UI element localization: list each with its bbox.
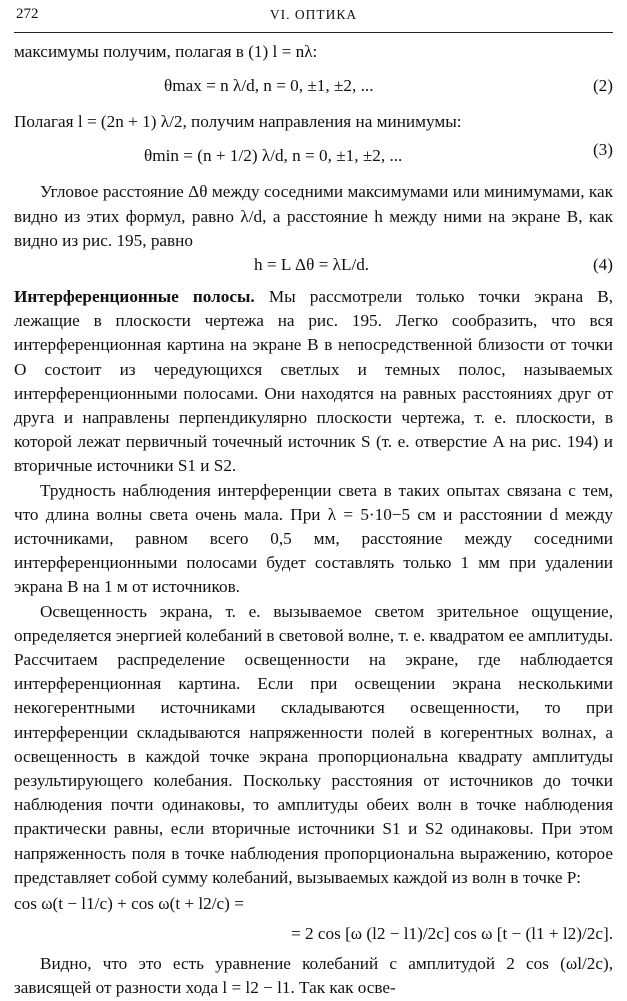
equation-3 — [14, 134, 613, 180]
equation-3-body: θmin = (n + 1/2) λ/d, n = 0, ±1, ±2, ... — [144, 146, 403, 166]
paragraph-interference-fringes — [14, 285, 613, 479]
equation-2 — [14, 64, 613, 110]
paragraph-fringes-text: Мы рассмотрели только точки экрана B, лежащие в плоскости чертежа на рис. 195. Легко сообразить, что вся интерференционная картина на экране B в непосредственной близости от точки O состоит из чередующихся светлых и темных полос, называемых интерференционными полосами. Они находятся на равных расстояниях друг от друга и направлены перпендикулярно плоскости чертежа, т. е. плоскости, в которой лежат первичный точечный источник S (т. е. отверстие A на рис. 194) и вторичные источники S1 и S2. — [14, 287, 614, 476]
equation-4-body: h = L Δθ = λL/d. — [254, 255, 370, 275]
equation-5 — [14, 890, 613, 948]
paragraph-angular-distance: Угловое расстояние Δθ между соседними максимумами или минимумами, как видно из этих формул, равно λ/d, а расстояние h между ними на экране B, как видно из рис. 195, равно — [14, 182, 613, 250]
equation-2-number: (2) — [592, 76, 613, 96]
equation-5-line-1: cos ω(t − l1/c) + cos ω(t + l2/c) = — [14, 894, 244, 914]
paragraph-illumination: Освещенность экрана, т. е. вызываемое светом зрительное ощущение, определяется энергией колебаний в световой волне, т. е. квадратом ее амплитуды. Рассчитаем распределение освещенности на экране, где наблюдается интерференционная картина. Если при освещении экрана несколькими некогерентными источниками складываются освещенности, то при интерференции складываются напряженности полей в когерентных волнах, а освещенность в каждой точке экрана пропорциональна квадрату амплитуды результирующего колебания. Поскольку расстояния от источников до точки наблюдения почти одинаковы, то амплитуды обеих волн в точке наблюдения практически равны, если вторичные источники S1 и S2 одинаковы. При этом напряженность поля в точке наблюдения пропорциональна выражению, которое представляет собой сумму колебаний, вызываемых каждой из волн в точке P: — [14, 601, 613, 887]
equation-3-number: (3) — [592, 140, 613, 160]
page-body — [14, 40, 613, 1001]
paragraph-maxima-intro: максимумы получим, полагая в (1) l = nλ: — [14, 42, 318, 61]
section-heading: Интерференционные полосы. — [14, 287, 255, 307]
paragraph-observation-difficulty: Трудность наблюдения интерференции света в таких опытах связана с тем, что длина волны света очень мала. При λ = 5·10−5 см и расстоянии d между источниками, равном всего 0,5 мм, расстояние между соседними интерференционными полосами будет составлять только 1 мм при удалении экрана B на 1 м от источников. — [14, 480, 613, 597]
equation-5-line-2: = 2 cos [ω (l2 − l1)/2c] cos ω [t − (l1 + l2)/2c]. — [290, 924, 613, 944]
equation-4 — [14, 253, 613, 279]
equation-2-body: θmax = n λ/d, n = 0, ±1, ±2, ... — [164, 76, 374, 96]
equation-4-number: (4) — [592, 255, 613, 275]
page-number: 272 — [16, 6, 39, 22]
paragraph-minima-intro: Полагая l = (2n + 1) λ/2, получим направления на минимумы: — [14, 112, 462, 132]
running-head: VI. ОПТИКА — [269, 7, 358, 22]
paragraph-amplitude: Видно, что это есть уравнение колебаний с амплитудой 2 cos (ωl/2c), зависящей от разности хода l = l2 − l1. Так как осве- — [14, 954, 613, 998]
page-header — [14, 6, 613, 33]
